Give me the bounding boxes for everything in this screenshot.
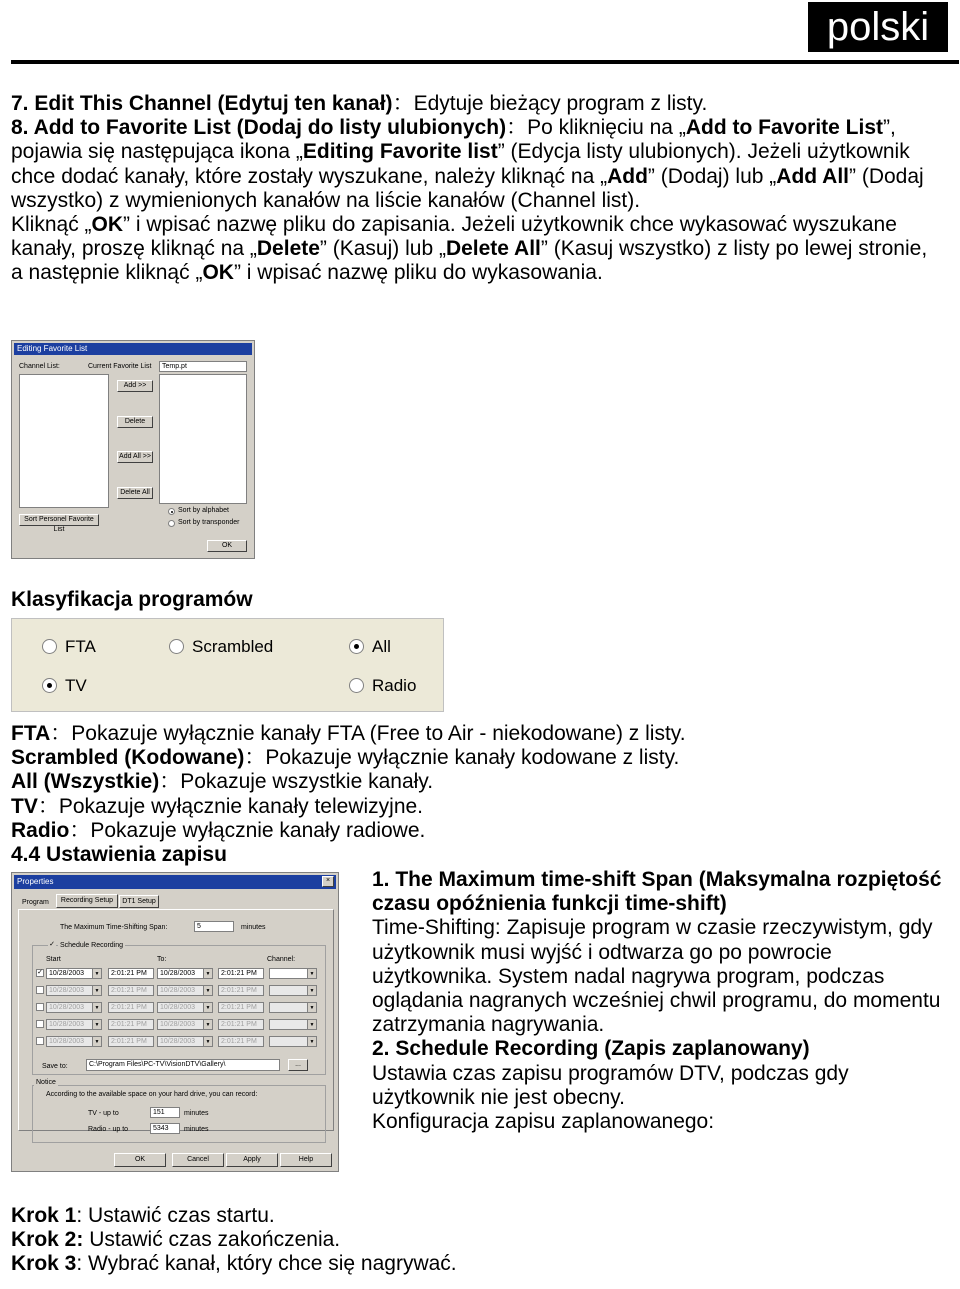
notice-label: Notice [36, 1079, 56, 1086]
schedule-row-checkbox[interactable] [36, 1020, 44, 1028]
delete-all-button[interactable]: Delete All [117, 487, 153, 499]
ok-instructions: Kliknąć „OK” i wpisać nazwę pliku do zapisania. Jeżeli użytkownik chce wykasować wyszukane kanały, proszę kliknąć na „Delete” (Kasuj) lub „Delete All” (Kasuj wszystko) z listy po lewej stronie, a następnie kliknąć „OK” i wpisać nazwę pliku do wykasowania. [11, 213, 928, 285]
tv-radio[interactable] [42, 678, 57, 693]
chevron-down-icon[interactable]: ▼ [92, 969, 101, 978]
recording-heading: 4.4 Ustawienia zapisu [11, 843, 227, 867]
step-item: Krok 3: Wybrać kanał, który chce się nagrywać. [11, 1252, 457, 1276]
sort-alphabet-radio[interactable] [168, 508, 175, 515]
schedule-row-checkbox[interactable]: ✓ [37, 969, 43, 976]
item-7: 7. Edit This Channel (Edytuj ten kanał)：Edytuje bieżący program z listy. [11, 92, 708, 115]
chevron-down-icon[interactable]: ▼ [307, 986, 316, 995]
schedule-heading: 2. Schedule Recording (Zapis zaplanowany) [372, 1037, 810, 1061]
favorite-dialog-titlebar: Editing Favorite List [14, 343, 252, 355]
add-button[interactable]: Add >> [117, 380, 153, 392]
radio-minutes-value: 5343 [150, 1123, 180, 1134]
cancel-button[interactable]: Cancel [172, 1153, 224, 1167]
favorite-name-input[interactable]: Temp.pt [159, 361, 247, 372]
language-label: polski [808, 2, 948, 52]
sort-favorite-button[interactable]: Sort Personel Favorite List [19, 514, 99, 526]
radio-label: Radio [372, 676, 417, 695]
start-time-spinner[interactable]: 2:01:21 PM [108, 1036, 154, 1047]
schedule-row-checkbox[interactable] [36, 986, 44, 994]
delete-button[interactable]: Delete [117, 416, 153, 428]
tv-minutes-unit: minutes [184, 1110, 209, 1117]
start-date-dropdown[interactable]: 10/28/2003 ▼ [46, 1036, 102, 1047]
start-date-dropdown[interactable]: 10/28/2003 ▼ [46, 1019, 102, 1030]
start-time-spinner[interactable]: 2:01:21 PM [108, 1002, 154, 1013]
chevron-down-icon[interactable]: ▼ [203, 969, 212, 978]
properties-dialog [11, 872, 339, 1172]
tab-dt1-setup[interactable]: DT1 Setup [119, 895, 159, 908]
fta-label: FTA [65, 637, 96, 656]
start-time-spinner[interactable]: 2:01:21 PM [108, 985, 154, 996]
header-rule [11, 60, 959, 64]
end-time-spinner[interactable]: 2:01:21 PM [218, 1002, 264, 1013]
max-shift-label: The Maximum Time-Shifting Span: [60, 924, 168, 931]
channel-dropdown[interactable] [269, 1019, 317, 1030]
favorite-list-box[interactable] [159, 374, 247, 504]
classification-heading: Klasyfikacja programów [11, 588, 253, 611]
sort-transponder-radio[interactable] [168, 520, 175, 527]
start-date-dropdown[interactable]: 10/28/2003 ▼ [46, 985, 102, 996]
tv-label: TV [65, 676, 87, 695]
all-radio[interactable] [349, 639, 364, 654]
minutes-label: minutes [241, 924, 266, 931]
schedule-row-checkbox[interactable] [36, 1037, 44, 1045]
end-date-dropdown[interactable]: 10/28/2003 ▼ [157, 968, 213, 979]
save-to-label: Save to: [42, 1063, 68, 1070]
add-all-button[interactable]: Add All >> [117, 451, 153, 463]
channel-dropdown[interactable] [269, 968, 317, 979]
apply-button[interactable]: Apply [226, 1153, 278, 1167]
favorite-list-dialog [11, 340, 255, 559]
definition-item: Radio：Pokazuje wyłącznie kanały radiowe. [11, 818, 426, 842]
all-label: All [372, 637, 391, 656]
definition-item: FTA：Pokazuje wyłącznie kanały FTA (Free to Air - niekodowane) z listy. [11, 722, 686, 745]
channel-dropdown[interactable] [269, 985, 317, 996]
properties-titlebar: Properties × [14, 875, 336, 889]
tv-minutes-value: 151 [150, 1107, 180, 1118]
ok-button[interactable]: OK [114, 1153, 166, 1167]
chevron-down-icon[interactable]: ▼ [307, 1003, 316, 1012]
end-time-spinner[interactable]: 2:01:21 PM [218, 1036, 264, 1047]
browse-button[interactable]: ... [288, 1059, 308, 1071]
start-date-dropdown[interactable]: 10/28/2003 ▼ [46, 968, 102, 979]
end-time-spinner[interactable]: 2:01:21 PM [218, 968, 264, 979]
recording-description [372, 868, 942, 1134]
max-shift-heading: 1. The Maximum time-shift Span (Maksymalna rozpiętość czasu opóźnienia funkcji time-shift) [372, 868, 942, 916]
steps-list [11, 1204, 457, 1277]
schedule-config-text: Konfiguracja zapisu zaplanowanego: [372, 1110, 715, 1134]
to-col-label: To: [157, 956, 167, 963]
chevron-down-icon[interactable]: ▼ [307, 1020, 316, 1029]
start-date-dropdown[interactable]: 10/28/2003 ▼ [46, 1002, 102, 1013]
end-date-dropdown[interactable]: 10/28/2003 ▼ [157, 1036, 213, 1047]
start-col-label: Start [46, 956, 61, 963]
chevron-down-icon[interactable]: ▼ [307, 1037, 316, 1046]
chevron-down-icon[interactable]: ▼ [203, 1003, 212, 1012]
definition-item: TV：Pokazuje wyłącznie kanały telewizyjne. [11, 794, 424, 818]
classification-panel [11, 618, 444, 712]
chevron-down-icon[interactable]: ▼ [203, 1037, 212, 1046]
notice-text: According to the available space on your hard drive, you can record: [46, 1091, 258, 1098]
favorite-ok-button[interactable]: OK [207, 540, 247, 552]
chevron-down-icon[interactable]: ▼ [92, 986, 101, 995]
start-time-spinner[interactable]: 2:01:21 PM [108, 968, 154, 979]
help-button[interactable]: Help [280, 1153, 332, 1167]
radio-radio[interactable] [349, 678, 364, 693]
end-date-dropdown[interactable]: 10/28/2003 ▼ [157, 1019, 213, 1030]
chevron-down-icon[interactable]: ▼ [92, 1020, 101, 1029]
close-icon[interactable]: × [322, 876, 334, 887]
definitions-list [11, 722, 941, 867]
channel-dropdown[interactable] [269, 1036, 317, 1047]
program-label: Program [22, 899, 49, 906]
schedule-checkbox[interactable]: ✓ [49, 941, 55, 948]
chevron-down-icon[interactable]: ▼ [307, 969, 316, 978]
start-time-spinner[interactable]: 2:01:21 PM [108, 1019, 154, 1030]
channel-col-label: Channel: [267, 956, 296, 963]
scrambled-radio[interactable] [169, 639, 184, 654]
step-item: Krok 1: Ustawić czas startu. [11, 1204, 275, 1227]
radio-minutes-unit: minutes [184, 1126, 209, 1133]
end-time-spinner[interactable]: 2:01:21 PM [218, 1019, 264, 1030]
schedule-text: Ustawia czas zapisu programów DTV, podczas gdy użytkownik nie jest obecny. [372, 1061, 849, 1109]
schedule-label: Schedule Recording [60, 942, 124, 949]
channel-dropdown[interactable] [269, 1002, 317, 1013]
end-date-dropdown[interactable]: 10/28/2003 ▼ [157, 985, 213, 996]
chevron-down-icon[interactable]: ▼ [92, 1037, 101, 1046]
radio-up-to-label: Radio - up to [88, 1126, 129, 1133]
current-favorite-label: Current Favorite List [88, 363, 152, 370]
sort-alphabet-label: Sort by alphabet [178, 507, 229, 514]
tab-recording-setup[interactable]: Recording Setup [56, 894, 118, 908]
definition-item: Scrambled (Kodowane)：Pokazuje wyłącznie kanały kodowane z listy. [11, 746, 680, 770]
max-shift-text: Time-Shifting: Zapisuje program w czasie rzeczywistym, gdy użytkownik musi wyjść i odtwarza go po powrocie użytkownika. System nadal nagrywa program, podczas oglądania nagranych wcześniej chwil programu, do momentu zatrzymania nagrywania. [372, 916, 941, 1037]
scrambled-label: Scrambled [192, 637, 274, 656]
definition-item: All (Wszystkie)：Pokazuje wszystkie kanały. [11, 770, 434, 794]
intro-text [11, 92, 941, 286]
chevron-down-icon[interactable]: ▼ [203, 986, 212, 995]
schedule-row-checkbox[interactable] [36, 1003, 44, 1011]
tv-up-to-label: TV - up to [88, 1110, 119, 1117]
max-shift-input[interactable]: 5 [194, 921, 234, 932]
fta-radio[interactable] [42, 639, 57, 654]
end-time-spinner[interactable]: 2:01:21 PM [218, 985, 264, 996]
end-date-dropdown[interactable]: 10/28/2003 ▼ [157, 1002, 213, 1013]
channel-list-label: Channel List: [19, 363, 60, 370]
channel-list-box[interactable] [19, 374, 109, 508]
step-item: Krok 2: Ustawić czas zakończenia. [11, 1228, 341, 1252]
sort-transponder-label: Sort by transponder [178, 519, 240, 526]
item-8: 8. Add to Favorite List (Dodaj do listy ulubionych)：Po kliknięciu na „Add to Favorite List”, pojawia się następująca ikona „Editing Favorite list” (Edycja listy ulubionych). Jeżeli użytkownik chce dodać kanały, które zostały wyszukane, należy kliknąć na „Add” (Dodaj) lub „Add All” (Dodaj wszystko) z wymienionych kanałów na liście kanałów (Channel list). [11, 116, 924, 212]
chevron-down-icon[interactable]: ▼ [203, 1020, 212, 1029]
chevron-down-icon[interactable]: ▼ [92, 1003, 101, 1012]
save-to-input[interactable]: C:\Program Files\PC-TV\VisionDTV\Gallery\ [86, 1059, 280, 1071]
